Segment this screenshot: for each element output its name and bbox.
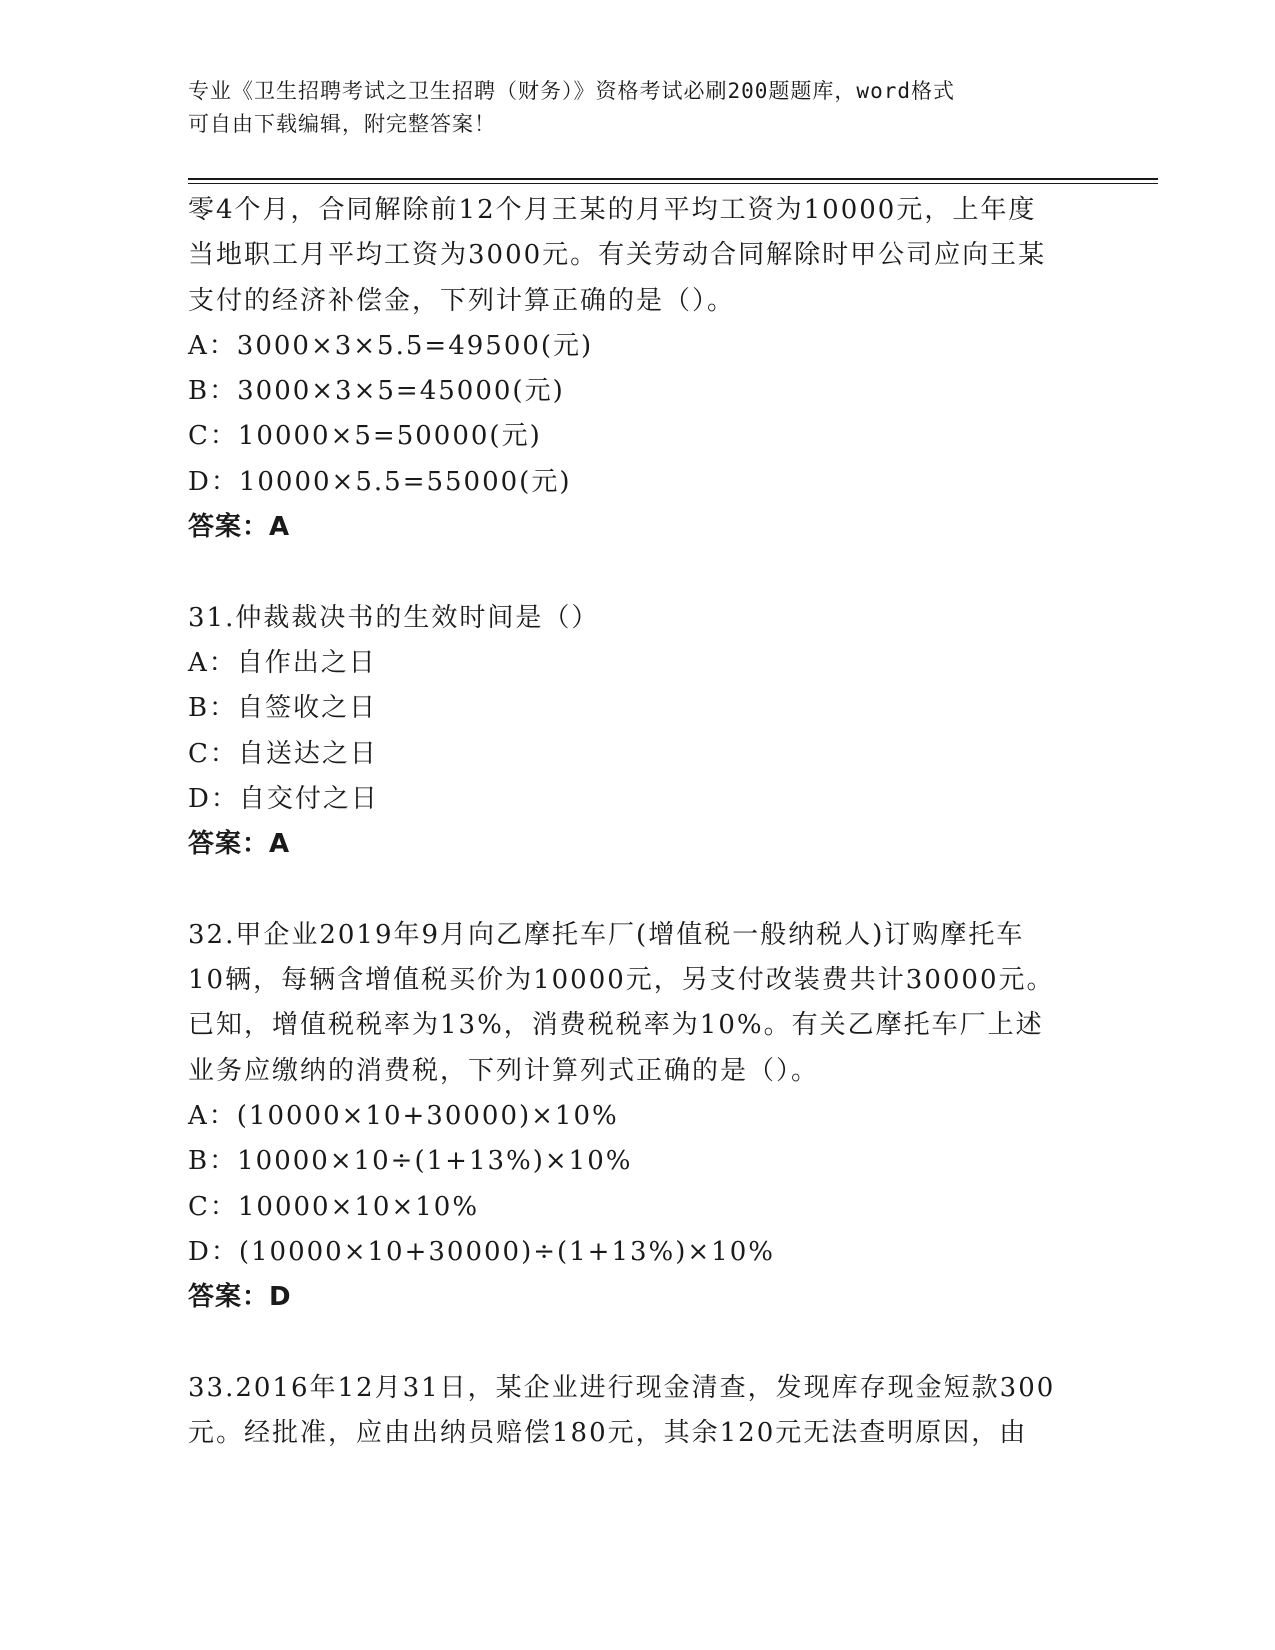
document-header	[188, 75, 1068, 141]
question-stem-line: 31.仲裁裁决书的生效时间是（）	[188, 602, 600, 633]
question-stem-line: 32.甲企业2019年9月向乙摩托车厂(增值税一般纳税人)订购摩托车	[188, 919, 1025, 950]
question-stem-line: 支付的经济补偿金，下列计算正确的是（）。	[188, 285, 736, 316]
header-divider-thin	[188, 183, 1158, 184]
header-title-line-2: 可自由下载编辑，附完整答案！	[188, 112, 496, 136]
answer-line: 答案：D	[188, 1282, 292, 1313]
question-stem-line: 33.2016年12月31日，某企业进行现金清查，发现库存现金短款300	[188, 1372, 1056, 1403]
option-a: A：自作出之日	[188, 647, 377, 678]
answer-line: 答案：A	[188, 512, 291, 543]
spacer	[188, 550, 1088, 595]
option-c: C：10000×10×10%	[188, 1191, 480, 1222]
question-stem-line: 元。经批准，应由出纳员赔偿180元，其余120元无法查明原因，由	[188, 1418, 1028, 1449]
question-stem-line: 业务应缴纳的消费税，下列计算列式正确的是（）。	[188, 1055, 820, 1086]
option-b: B：10000×10÷(1+13%)×10%	[188, 1146, 633, 1177]
answer-line: 答案：A	[188, 829, 291, 860]
header-divider-thick	[188, 178, 1158, 180]
option-c: C：自送达之日	[188, 738, 378, 769]
spacer	[188, 867, 1088, 912]
spacer	[188, 1320, 1088, 1365]
option-d: D：(10000×10+30000)÷(1+13%)×10%	[188, 1236, 775, 1267]
option-d: D：自交付之日	[188, 783, 379, 814]
header-title-line-1: 专业《卫生招聘考试之卫生招聘（财务）》资格考试必刷200题题库，word格式	[188, 79, 955, 103]
question-stem-line: 零4个月，合同解除前12个月王某的月平均工资为10000元，上年度	[188, 195, 1037, 225]
question-32	[188, 913, 1088, 1321]
question-stem-line: 已知，增值税税率为13%，消费税税率为10%。有关乙摩托车厂上述	[188, 1010, 1044, 1041]
question-30	[188, 188, 1088, 550]
document-body	[188, 188, 1088, 1456]
option-c: C：10000×5=50000(元)	[188, 421, 542, 452]
option-b: B：3000×3×5=45000(元)	[188, 376, 565, 407]
option-a: A：(10000×10+30000)×10%	[188, 1100, 619, 1131]
option-a: A：3000×3×5.5=49500(元)	[188, 330, 594, 361]
question-33	[188, 1366, 1088, 1457]
question-stem-line: 10辆，每辆含增值税买价为10000元，另支付改装费共计30000元。	[188, 965, 1055, 996]
option-d: D：10000×5.5=55000(元)	[188, 466, 572, 497]
question-stem-line: 当地职工月平均工资为3000元。有关劳动合同解除时甲公司应向王某	[188, 240, 1047, 271]
question-31	[188, 596, 1088, 868]
option-b: B：自签收之日	[188, 693, 378, 724]
